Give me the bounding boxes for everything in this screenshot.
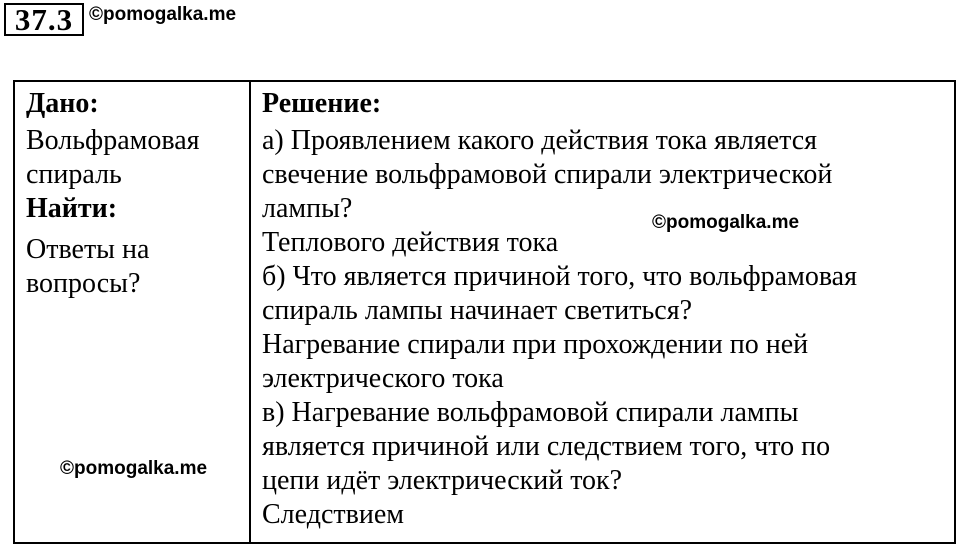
find-line: Ответы на bbox=[26, 234, 150, 265]
solution-line: цепи идёт электрический ток? bbox=[262, 465, 623, 496]
given-line: Вольфрамовая bbox=[26, 125, 200, 156]
given-text bbox=[26, 124, 249, 192]
given-header: Дано: bbox=[26, 88, 99, 119]
problem-number: 37.3 bbox=[4, 3, 84, 36]
solution-line: а) Проявлением какого действия тока является bbox=[262, 125, 818, 156]
find-line: вопросы? bbox=[26, 268, 141, 299]
solution-line: Следствием bbox=[262, 499, 404, 530]
find-header: Найти: bbox=[26, 193, 118, 224]
solution-line: лампы? bbox=[262, 193, 353, 224]
solution-header: Решение: bbox=[262, 88, 382, 119]
solution-line: свечение вольфрамовой спирали электрической bbox=[262, 159, 833, 190]
find-text bbox=[26, 233, 249, 301]
solution-line: Теплового действия тока bbox=[262, 227, 559, 258]
solution-line: Нагревание спирали при прохождении по ней bbox=[262, 329, 809, 360]
solution-column bbox=[251, 82, 954, 542]
solution-line: в) Нагревание вольфрамовой спирали лампы bbox=[262, 397, 799, 428]
solution-text bbox=[262, 124, 954, 532]
solution-line: является причиной или следствием того, что по bbox=[262, 431, 831, 462]
watermark-top: ©pomogalka.me bbox=[89, 4, 237, 25]
given-line: спираль bbox=[26, 159, 122, 190]
watermark-left: ©pomogalka.me bbox=[60, 458, 208, 479]
watermark-right: ©pomogalka.me bbox=[652, 212, 800, 233]
solution-line: б) Что является причиной того, что вольфрамовая bbox=[262, 261, 857, 292]
solution-line: спираль лампы начинает светиться? bbox=[262, 295, 693, 326]
solution-line: электрического тока bbox=[262, 363, 504, 394]
